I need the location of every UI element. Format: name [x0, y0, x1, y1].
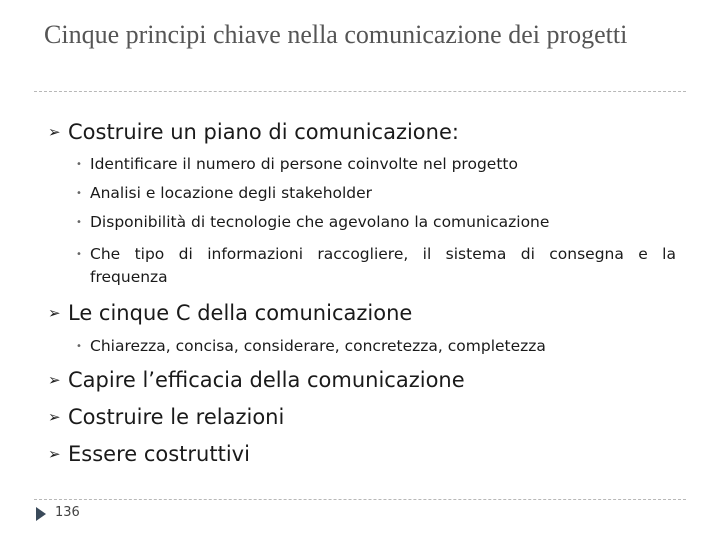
dot-bullet-icon: • [76, 217, 82, 228]
bullet-text: Costruire le relazioni [68, 405, 285, 429]
sub-bullet-text: Analisi e locazione degli stakeholder [90, 184, 373, 202]
arrow-bullet-icon: ➢ [48, 445, 61, 463]
bullet-text: Costruire un piano di comunicazione: [68, 120, 459, 144]
bullet-text: Le cinque C della comunicazione [68, 301, 413, 325]
bullet-item [48, 403, 284, 431]
triangle-marker-icon [36, 507, 46, 521]
bullet-item [48, 366, 465, 394]
arrow-bullet-icon: ➢ [48, 408, 61, 426]
sub-bullet-text: Disponibilità di tecnologie che agevolano la comunicazione [90, 213, 550, 231]
arrow-bullet-icon: ➢ [48, 371, 61, 389]
page-number: 136 [55, 505, 80, 520]
sub-bullet-item [76, 243, 676, 289]
bottom-divider [34, 499, 686, 500]
bullet-text: Capire l’efficacia della comunicazione [68, 368, 465, 392]
sub-bullet-item [76, 153, 676, 176]
sub-bullet-text: Chiarezza, concisa, considerare, concretezza, completezza [90, 337, 546, 355]
dot-bullet-icon: • [76, 188, 82, 199]
dot-bullet-icon: • [76, 249, 82, 260]
sub-bullet-text: Identificare il numero di persone coinvolte nel progetto [90, 155, 518, 173]
sub-bullet-text: Che tipo di informazioni raccogliere, il sistema di consegna e la frequenza [90, 245, 676, 286]
bullet-item [48, 118, 459, 146]
bullet-item [48, 440, 250, 468]
slide-title: Cinque principi chiave nella comunicazione dei progetti [44, 20, 628, 49]
bullet-text: Essere costruttivi [68, 442, 250, 466]
dot-bullet-icon: • [76, 341, 82, 352]
sub-bullet-item [76, 335, 676, 358]
sub-bullet-item [76, 211, 676, 234]
dot-bullet-icon: • [76, 159, 82, 170]
top-divider [34, 91, 686, 92]
bullet-item [48, 299, 412, 327]
sub-bullet-item [76, 182, 676, 205]
arrow-bullet-icon: ➢ [48, 123, 61, 141]
arrow-bullet-icon: ➢ [48, 304, 61, 322]
